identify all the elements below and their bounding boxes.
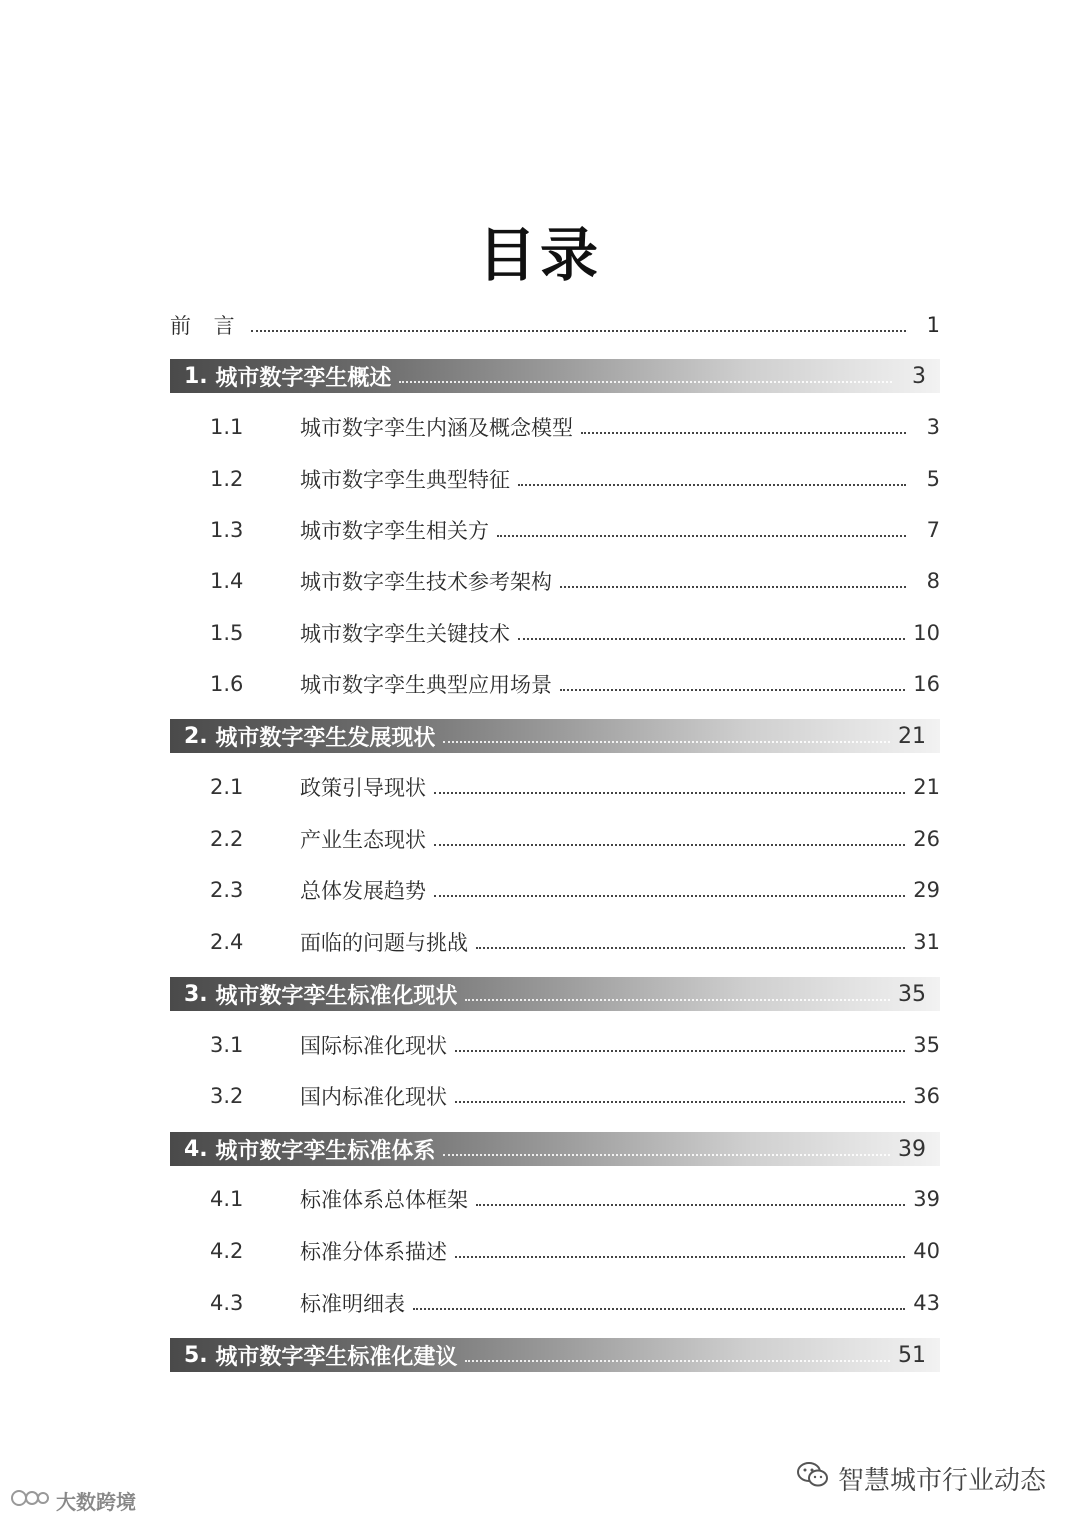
entry-page: 16 xyxy=(913,672,940,696)
entry-number: 1.2 xyxy=(210,467,244,491)
dot-leader xyxy=(443,741,890,743)
toc-entry[interactable] xyxy=(170,1182,940,1216)
entry-number: 2.3 xyxy=(210,878,244,902)
entry-number: 2.4 xyxy=(210,930,244,954)
entry-label: 前 言 xyxy=(170,314,243,338)
dot-leader xyxy=(434,792,905,794)
dot-leader xyxy=(399,381,892,383)
chapter-label: 城市数字孪生标准化现状 xyxy=(215,983,458,1009)
watermark-text: 智慧城市行业动态 xyxy=(837,1466,1046,1496)
entry-number: 4.2 xyxy=(210,1239,244,1263)
entry-label: 总体发展趋势 xyxy=(300,879,426,903)
toc-chapter-3[interactable] xyxy=(170,977,940,1011)
entry-label: 城市数字孪生内涵及概念模型 xyxy=(300,416,573,440)
entry-label: 城市数字孪生典型应用场景 xyxy=(300,673,552,697)
toc-entry[interactable] xyxy=(170,667,940,701)
watermark-brand-text: 大数跨境 xyxy=(56,1490,136,1514)
chapter-number: 5. xyxy=(184,1342,208,1368)
toc-entry[interactable] xyxy=(170,564,940,598)
entry-page: 26 xyxy=(913,827,940,851)
toc-chapter-5[interactable] xyxy=(170,1338,940,1372)
wechat-icon xyxy=(796,1461,830,1496)
dot-leader xyxy=(581,432,906,434)
chapter-page: 21 xyxy=(898,723,926,749)
dot-leader xyxy=(476,947,905,949)
chapter-page: 3 xyxy=(912,363,926,389)
entry-number: 1.6 xyxy=(210,672,244,696)
entry-number: 3.2 xyxy=(210,1084,244,1108)
entry-number: 2.2 xyxy=(210,827,244,851)
chapter-page: 35 xyxy=(898,981,926,1007)
toc-entry-preface[interactable] xyxy=(170,308,940,342)
entry-page: 7 xyxy=(926,518,940,542)
entry-page: 1 xyxy=(926,313,940,337)
entry-label: 城市数字孪生技术参考架构 xyxy=(300,570,552,594)
toc-entry[interactable] xyxy=(170,616,940,650)
dot-leader xyxy=(560,689,905,691)
toc-entry[interactable] xyxy=(170,1079,940,1113)
entry-page: 3 xyxy=(926,415,940,439)
toc-entry[interactable] xyxy=(170,822,940,856)
dot-leader xyxy=(465,999,890,1001)
entry-page: 40 xyxy=(913,1239,940,1263)
toc-entry[interactable] xyxy=(170,1286,940,1320)
watermark-brand xyxy=(10,1486,136,1515)
dot-leader xyxy=(434,895,905,897)
toc-chapter-4[interactable] xyxy=(170,1132,940,1166)
dot-leader xyxy=(413,1308,905,1310)
toc-entry[interactable] xyxy=(170,1234,940,1268)
dot-leader xyxy=(497,535,906,537)
entry-page: 43 xyxy=(913,1291,940,1315)
chapter-number: 3. xyxy=(184,981,208,1007)
toc-entry[interactable] xyxy=(170,410,940,444)
chapter-label: 城市数字孪生概述 xyxy=(215,365,392,391)
chapter-number: 1. xyxy=(184,363,208,389)
entry-page: 31 xyxy=(913,930,940,954)
dot-leader xyxy=(251,330,906,332)
entry-label: 标准分体系描述 xyxy=(300,1240,447,1264)
entry-label: 国内标准化现状 xyxy=(300,1085,447,1109)
toc-entry[interactable] xyxy=(170,1028,940,1062)
entry-page: 10 xyxy=(913,621,940,645)
entry-label: 标准体系总体框架 xyxy=(300,1188,468,1212)
entry-label: 面临的问题与挑战 xyxy=(300,931,468,955)
toc-entry[interactable] xyxy=(170,513,940,547)
entry-label: 标准明细表 xyxy=(300,1292,405,1316)
entry-label: 产业生态现状 xyxy=(300,828,426,852)
entry-label: 城市数字孪生典型特征 xyxy=(300,468,510,492)
brand-logo-icon xyxy=(10,1487,50,1514)
dot-leader xyxy=(455,1101,905,1103)
entry-number: 1.4 xyxy=(210,569,244,593)
chapter-number: 4. xyxy=(184,1136,208,1162)
entry-page: 36 xyxy=(913,1084,940,1108)
entry-label: 国际标准化现状 xyxy=(300,1034,447,1058)
dot-leader xyxy=(465,1360,890,1362)
dot-leader xyxy=(518,638,905,640)
dot-leader xyxy=(560,586,906,588)
watermark-account xyxy=(796,1460,1046,1497)
entry-number: 1.5 xyxy=(210,621,244,645)
entry-label: 政策引导现状 xyxy=(300,776,426,800)
dot-leader xyxy=(434,844,905,846)
entry-number: 2.1 xyxy=(210,775,244,799)
entry-number: 1.1 xyxy=(210,415,244,439)
toc-chapter-1[interactable] xyxy=(170,359,940,393)
toc-entry[interactable] xyxy=(170,462,940,496)
toc-chapter-2[interactable] xyxy=(170,719,940,753)
entry-number: 3.1 xyxy=(210,1033,244,1057)
entry-page: 35 xyxy=(913,1033,940,1057)
chapter-label: 城市数字孪生发展现状 xyxy=(215,725,436,751)
entry-number: 4.3 xyxy=(210,1291,244,1315)
toc-entry[interactable] xyxy=(170,925,940,959)
toc-entry[interactable] xyxy=(170,873,940,907)
entry-label: 城市数字孪生关键技术 xyxy=(300,622,510,646)
toc-entry[interactable] xyxy=(170,770,940,804)
dot-leader xyxy=(476,1204,905,1206)
entry-number: 1.3 xyxy=(210,518,244,542)
entry-page: 29 xyxy=(913,878,940,902)
chapter-page: 51 xyxy=(898,1342,926,1368)
page-title: 目录 xyxy=(477,221,602,289)
entry-page: 21 xyxy=(913,775,940,799)
chapter-label: 城市数字孪生标准体系 xyxy=(215,1138,436,1164)
dot-leader xyxy=(455,1050,905,1052)
entry-number: 4.1 xyxy=(210,1187,244,1211)
chapter-page: 39 xyxy=(898,1136,926,1162)
entry-page: 39 xyxy=(913,1187,940,1211)
dot-leader xyxy=(455,1256,905,1258)
entry-page: 5 xyxy=(926,467,940,491)
chapter-label: 城市数字孪生标准化建议 xyxy=(215,1344,458,1370)
entry-page: 8 xyxy=(926,569,940,593)
dot-leader xyxy=(518,484,906,486)
entry-label: 城市数字孪生相关方 xyxy=(300,519,489,543)
dot-leader xyxy=(443,1154,890,1156)
chapter-number: 2. xyxy=(184,723,208,749)
